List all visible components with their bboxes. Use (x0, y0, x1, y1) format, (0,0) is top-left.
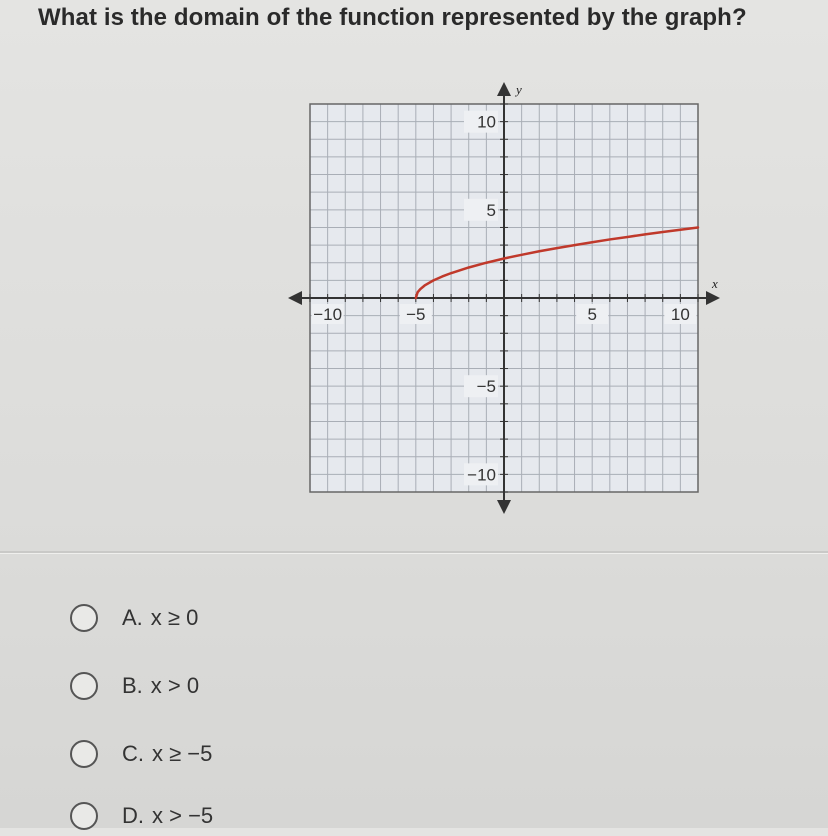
x-tick-label: −10 (313, 305, 343, 324)
radio-button-icon[interactable] (70, 604, 98, 632)
x-axis-right-arrow-icon (706, 291, 720, 305)
option-b[interactable] (70, 666, 370, 706)
x-tick-label: −5 (406, 305, 426, 324)
option-d[interactable] (70, 796, 370, 836)
y-tick-label: 5 (486, 200, 496, 220)
x-tick-label: 10 (670, 305, 690, 324)
section-divider (0, 551, 828, 554)
y-tick-label: 10 (477, 112, 496, 132)
question-text: What is the domain of the function represented by the graph? (38, 4, 747, 31)
option-d-letter: D. (122, 803, 144, 828)
option-b-letter: B. (122, 673, 143, 698)
function-graph (288, 82, 728, 522)
graph-svg (288, 82, 728, 522)
x-tick-label: 5 (587, 305, 597, 324)
radio-button-icon[interactable] (70, 740, 98, 768)
option-c-letter: C. (122, 741, 144, 766)
y-axis-label: y (516, 82, 522, 97)
option-c[interactable] (70, 734, 370, 774)
radio-button-icon[interactable] (70, 672, 98, 700)
option-a[interactable] (70, 598, 370, 638)
y-axis-down-arrow-icon (497, 500, 511, 514)
y-tick-label: −5 (476, 377, 496, 397)
option-a-text: x ≥ 0 (150, 605, 199, 630)
option-a-letter: A. (122, 605, 143, 630)
y-axis-up-arrow-icon (497, 82, 511, 96)
option-c-text: x ≥ −5 (152, 741, 213, 766)
radio-button-icon[interactable] (70, 802, 98, 830)
option-d-text: x > −5 (152, 803, 214, 828)
option-b-text: x > 0 (150, 673, 200, 698)
x-axis-label: x (712, 276, 718, 291)
x-axis-left-arrow-icon (288, 291, 302, 305)
y-tick-label: −10 (467, 465, 496, 485)
